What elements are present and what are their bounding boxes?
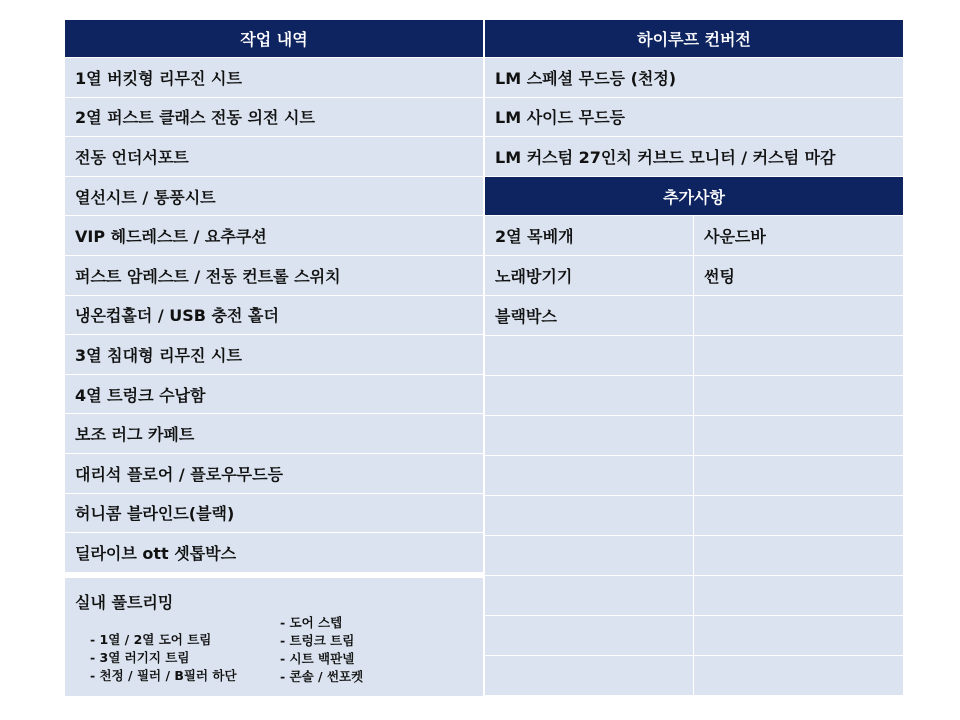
extras-cell bbox=[694, 656, 903, 695]
left-row bbox=[65, 256, 483, 295]
extras-cell bbox=[485, 256, 693, 295]
row-label: 2열 퍼스트 클래스 전동 의전 시트 bbox=[75, 108, 315, 128]
left-row bbox=[65, 296, 483, 335]
trim-item: - 3열 러기지 트림 bbox=[90, 650, 190, 665]
extras-cell bbox=[694, 256, 903, 295]
trim-item: - 콘솔 / 썬포켓 bbox=[280, 669, 364, 684]
row-label: 냉온컵홀더 / USB 충전 홀더 bbox=[75, 306, 279, 326]
row-label: 3열 침대형 리무진 시트 bbox=[75, 345, 242, 365]
extras-cell bbox=[485, 656, 693, 695]
trim-item: - 도어 스텝 bbox=[280, 615, 343, 630]
extras-cell bbox=[485, 456, 693, 495]
header-work-history: 작업 내역 bbox=[65, 20, 483, 57]
left-row bbox=[65, 58, 483, 97]
extras-cell bbox=[485, 296, 693, 335]
extras-label: 사운드바 bbox=[704, 227, 766, 246]
left-row bbox=[65, 494, 483, 533]
extras-cell bbox=[694, 296, 903, 335]
extras-cell bbox=[694, 536, 903, 575]
left-row bbox=[65, 335, 483, 374]
extras-cell bbox=[485, 376, 693, 415]
row-label: 4열 트렁크 수납함 bbox=[75, 385, 206, 405]
conversion-row bbox=[485, 137, 903, 176]
extras-cell bbox=[485, 496, 693, 535]
extras-cell bbox=[694, 456, 903, 495]
row-label: LM 스페셜 무드등 (천정) bbox=[495, 68, 677, 88]
conversion-row bbox=[485, 98, 903, 137]
extras-cell bbox=[694, 616, 903, 655]
row-label: 전동 언더서포트 bbox=[75, 147, 189, 167]
extras-cell bbox=[694, 496, 903, 535]
row-label: LM 커스텀 27인치 커브드 모니터 / 커스텀 마감 bbox=[495, 147, 836, 167]
conversion-row bbox=[485, 58, 903, 97]
extras-label: 노래방기기 bbox=[495, 267, 573, 286]
left-row bbox=[65, 137, 483, 176]
extras-label: 2열 목베개 bbox=[495, 227, 574, 246]
left-row bbox=[65, 98, 483, 137]
left-row bbox=[65, 177, 483, 216]
trim-item: - 천정 / 필러 / B필러 하단 bbox=[90, 668, 237, 683]
left-row bbox=[65, 454, 483, 493]
left-row bbox=[65, 375, 483, 414]
extras-cell bbox=[694, 216, 903, 255]
row-label: VIP 헤드레스트 / 요추쿠션 bbox=[75, 227, 267, 247]
extras-cell bbox=[694, 416, 903, 455]
header-hiloof-conversion: 하이루프 컨버전 bbox=[485, 20, 903, 57]
row-label: 허니콤 블라인드(블랙) bbox=[75, 504, 235, 524]
trim-item: - 시트 백판넬 bbox=[280, 651, 355, 666]
row-label: 열선시트 / 통풍시트 bbox=[75, 187, 216, 207]
extras-cell bbox=[694, 576, 903, 615]
row-label: LM 사이드 무드등 bbox=[495, 108, 625, 128]
extras-cell bbox=[485, 216, 693, 255]
extras-cell bbox=[485, 576, 693, 615]
row-label: 퍼스트 암레스트 / 전동 컨트롤 스위치 bbox=[75, 266, 341, 286]
row-label: 1열 버킷형 리무진 시트 bbox=[75, 68, 242, 88]
header-extras: 추가사항 bbox=[485, 177, 903, 215]
left-row bbox=[65, 533, 483, 572]
extras-label: 썬팅 bbox=[704, 267, 735, 286]
extras-cell bbox=[694, 336, 903, 375]
row-label: 실내 풀트리밍 bbox=[75, 593, 174, 612]
left-row bbox=[65, 216, 483, 255]
extras-cell bbox=[485, 416, 693, 455]
row-label: 보조 러그 카페트 bbox=[75, 425, 195, 445]
left-row bbox=[65, 414, 483, 453]
extras-cell bbox=[485, 616, 693, 655]
trim-item: - 1열 / 2열 도어 트림 bbox=[90, 632, 212, 647]
extras-cell bbox=[694, 376, 903, 415]
row-label: 딜라이브 ott 셋톱박스 bbox=[75, 543, 237, 563]
trim-item: - 트렁크 트림 bbox=[280, 633, 355, 648]
extras-label: 블랙박스 bbox=[495, 307, 557, 326]
extras-cell bbox=[485, 336, 693, 375]
row-label: 대리석 플로어 / 플로우무드등 bbox=[75, 464, 284, 484]
extras-cell bbox=[485, 536, 693, 575]
